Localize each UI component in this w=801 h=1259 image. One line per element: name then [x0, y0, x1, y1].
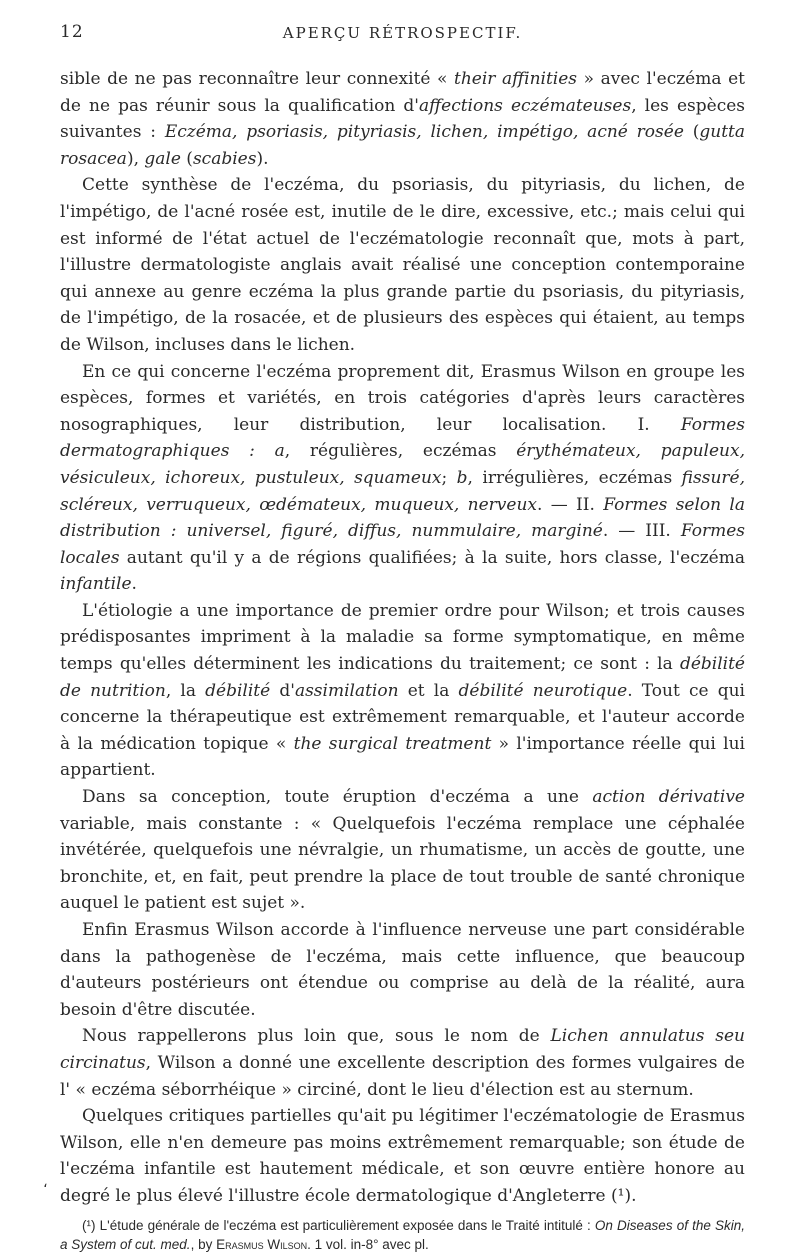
- body-text: [60, 66, 745, 1210]
- italic-text: débilité neurotique: [458, 680, 628, 701]
- italic-text: Lichen annulatus seu circinatus: [60, 1026, 745, 1073]
- margin-mark: ،: [43, 1175, 48, 1191]
- text-run: , by: [190, 1236, 217, 1252]
- text-run: L'étude générale de l'eczéma est particulièrement exposée dans le Traité intitulé :: [95, 1217, 595, 1233]
- text-run: (: [683, 122, 700, 143]
- paragraph: [60, 1023, 745, 1103]
- italic-text: Formes dermatographiques : a: [60, 414, 745, 462]
- italic-text: b: [456, 467, 468, 488]
- footnote-marker: (¹): [82, 1217, 96, 1233]
- italic-text: Formes locales: [60, 521, 745, 568]
- text-run: sible de ne pas reconnaître leur connexité «: [60, 69, 454, 89]
- text-run: ),: [126, 148, 145, 169]
- text-run: , Wilson a donné une excellente description des formes vulgaires de l' « eczéma séborrhéique » circiné, dont le lieu d'élection est au sternum.: [60, 1052, 745, 1100]
- paragraph: [60, 1103, 745, 1209]
- text-run: Cette synthèse de l'eczéma, du psoriasis, du pityriasis, du lichen, de l'impétigo, de l'acné rosée est, inutile de le dire, excessive, etc.; mais celui qui est informé de l'état actuel de l'eczématologie reconnaît que, mots à part, l'illustre dermatologiste anglais avait réalisé une conception contemporaine qui annexe au genre eczéma la plus grande partie du psoriasis, du pityriasis, de l'impétigo, de la rosacée, et de plusieurs des espèces qui étaient, au temps de Wilson, incluses dans le lichen.: [60, 175, 745, 355]
- italic-text: érythémateux, papuleux, vésiculeux, ichoreux, pustuleux, squameux: [60, 441, 745, 488]
- text-run: Quelques critiques partielles qu'ait pu légitimer l'eczématologie de Erasmus Wilson, elle n'en demeure pas moins extrêmement remarquable; son étude de l'eczéma infantile est hautement médicale, et son œuvre entière honore au degré le plus élevé l'illustre école dermatologique d'Angleterre (¹).: [60, 1106, 745, 1206]
- footnote-text: [60, 1218, 745, 1252]
- italic-text: fissuré, scléreux, verruqueux, œdémateux, muqueux, nerveux: [60, 467, 745, 515]
- footnote: [60, 1216, 745, 1254]
- paragraph: [60, 66, 745, 172]
- text-run: ;: [441, 467, 457, 488]
- italic-text: scabies: [192, 148, 257, 169]
- paragraph: [60, 172, 745, 358]
- italic-text: débilité: [205, 680, 271, 701]
- italic-text: infantile: [60, 574, 132, 595]
- text-run: » l'importance réelle qui lui appartient.: [60, 733, 745, 781]
- text-run: . — III.: [602, 521, 681, 542]
- italic-text: débilité de nutrition: [60, 654, 745, 701]
- italic-text: On Diseases of the Skin, a System of cut. med.: [60, 1217, 746, 1252]
- running-head: [60, 22, 745, 52]
- text-run: Dans sa conception, toute éruption d'eczéma a une: [82, 787, 593, 808]
- text-run: (: [180, 148, 193, 169]
- author-name: Erasmus Wilson: [216, 1236, 308, 1252]
- italic-text: Formes selon la distribution : universel, figuré, diffus, nummulaire, marginé: [60, 494, 746, 542]
- text-run: , la: [165, 680, 206, 701]
- text-run: L'étiologie a une importance de premier ordre pour Wilson; et trois causes prédisposantes impriment à la maladie sa forme symptomatique, en même temps qu'elles déterminent les indications du traitement; ce sont : la: [60, 600, 745, 675]
- italic-text: assimilation: [294, 680, 399, 701]
- text-run: d': [270, 680, 295, 701]
- italic-text: gutta rosacea: [60, 122, 745, 169]
- paragraph: [60, 917, 745, 1023]
- text-run: , les espèces suivantes :: [60, 95, 746, 143]
- page-number: 12: [60, 22, 84, 42]
- text-run: En ce qui concerne l'eczéma proprement dit, Erasmus Wilson en groupe les espèces, formes et variétés, en trois catégories d'après leurs caractères nosographiques, leur distribution, leur localisation. I.: [60, 361, 745, 435]
- paragraph: [60, 598, 745, 784]
- text-run: » avec l'eczéma et de ne pas réunir sous la qualification d': [60, 69, 745, 116]
- paragraph: [60, 784, 745, 917]
- running-title: APERÇU RÉTROSPECTIF.: [282, 24, 523, 42]
- paragraph: [60, 359, 745, 598]
- text-run: autant qu'il y a de régions qualifiées; à la suite, hors classe, l'eczéma: [119, 547, 745, 568]
- italic-text: gale: [144, 148, 181, 169]
- text-run: . 1 vol. in-8° avec pl.: [307, 1236, 429, 1252]
- italic-text: Eczéma, psoriasis, pityriasis, lichen, impétigo, acné rosée: [164, 122, 684, 143]
- italic-text: affections eczémateuses: [418, 95, 632, 116]
- text-run: et la: [398, 680, 459, 701]
- text-run: variable, mais constante : « Quelquefois l'eczéma remplace une céphalée invétérée, quelquefois une névralgie, un rhumatisme, un accès de goutte, une bronchite, et, en fait, peut prendre la place de tout trouble de santé chronique auquel le patient est sujet ».: [60, 813, 745, 914]
- text-run: Enfin Erasmus Wilson accorde à l'influence nerveuse une part considérable dans la pathogenèse de l'eczéma, mais cette influence, que beaucoup d'auteurs postérieurs ont étendue ou comprise au delà de la réalité, aura besoin d'être discutée.: [60, 920, 745, 1020]
- italic-text: their affinities: [453, 69, 578, 89]
- text-run: . Tout ce qui concerne la thérapeutique est extrêmement remarquable, et l'auteur accorde à la médication topique «: [60, 680, 745, 754]
- book-page: [60, 22, 745, 1254]
- text-run: Nous rappellerons plus loin que, sous le nom de: [82, 1026, 551, 1047]
- text-run: , régulières, eczémas: [284, 441, 517, 462]
- text-run: , irrégulières, eczémas: [467, 467, 682, 488]
- text-run: . — II.: [536, 494, 604, 515]
- text-run: .: [131, 574, 137, 595]
- text-run: ).: [256, 148, 269, 169]
- italic-text: the surgical treatment: [293, 733, 492, 754]
- italic-text: action dérivative: [592, 787, 745, 808]
